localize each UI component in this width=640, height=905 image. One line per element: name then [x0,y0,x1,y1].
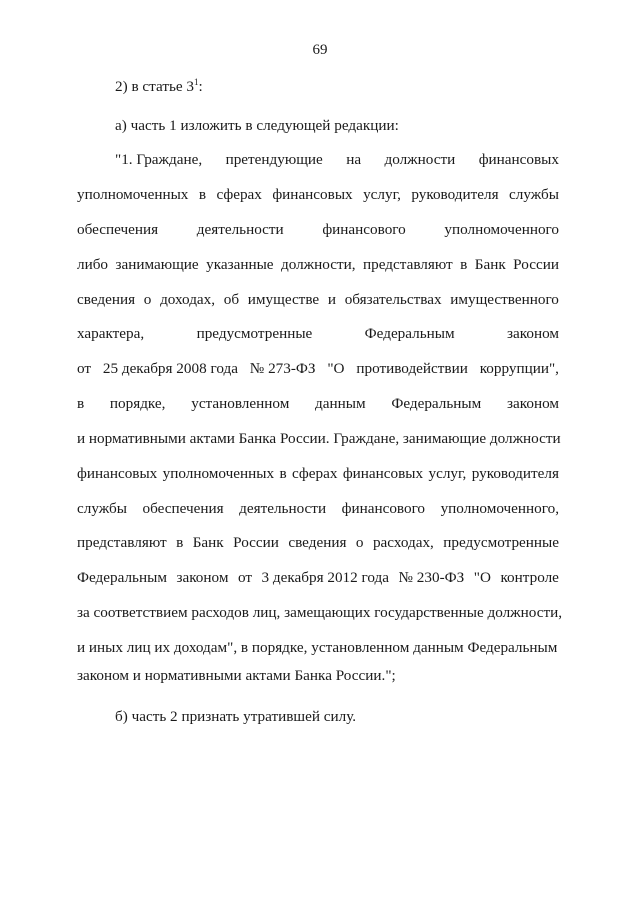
item-2-heading [115,77,203,97]
paragraph-word: № 273-ФЗ [249,360,316,377]
paragraph-line [77,429,559,449]
paragraph-word: в [176,534,184,551]
paragraph-word: "1. Граждане, [115,151,203,168]
paragraph-word: предусмотренные [196,325,313,342]
paragraph-line [77,464,559,484]
paragraph-word: сферах [292,465,338,482]
paragraph-word: службы [509,186,559,203]
paragraph-word: руководителя [471,465,559,482]
paragraph-line [77,603,563,623]
paragraph-word: уполномоченного, [440,500,559,517]
paragraph-word: услуг, [363,186,401,203]
paragraph-word: контроле [500,569,559,586]
paragraph-word: должности, [280,256,356,273]
paragraph-word: в [279,465,287,482]
paragraph-line [77,638,559,658]
paragraph-word: характера, [77,325,145,342]
paragraph-word: данным [315,395,366,412]
paragraph-word: либо [77,256,109,273]
paragraph-word: "О [327,360,345,377]
paragraph-word: представляют [363,256,453,273]
paragraph-word: в [77,395,85,412]
paragraph-word: деятельности [196,221,284,238]
paragraph-word: 3 декабря 2012 года [261,569,389,586]
paragraph-word: порядке, [109,395,166,412]
paragraph-word: должности [384,151,456,168]
paragraph-word: сведения [77,291,136,308]
paragraph-word: службы [77,500,127,517]
paragraph-line [77,533,559,553]
paragraph-word: обеспечения [77,221,159,238]
paragraph-word: уполномоченного [444,221,559,238]
item-2-suffix: : [198,78,203,95]
paragraph-word: об [223,291,240,308]
paragraph-word: от [237,569,252,586]
paragraph-word: финансовых [342,465,424,482]
paragraph-word: Федеральным [364,325,455,342]
paragraph-word: "О [473,569,491,586]
paragraph-word: имущественного [450,291,559,308]
paragraph-line [77,499,559,519]
paragraph-word: представляют [77,534,167,551]
paragraph-word: и [327,291,336,308]
paragraph-line [77,255,559,275]
paragraph-word: установленном [191,395,290,412]
paragraph-word: в [460,256,468,273]
paragraph-line [77,185,559,205]
paragraph-word: занимающие [115,256,199,273]
paragraph-word: сведения [288,534,347,551]
paragraph-word: деятельности [239,500,327,517]
paragraph-word: Федеральным [391,395,482,412]
paragraph-word: обязательствах [344,291,442,308]
paragraph-word: коррупции", [479,360,559,377]
paragraph-word: Банк [474,256,506,273]
paragraph-word: в [198,186,206,203]
page-number: 69 [312,42,328,58]
paragraph-word: законом [507,325,559,342]
paragraph-word: финансовых [77,465,158,482]
paragraph-word: о [143,291,152,308]
item-b-heading: б) часть 2 признать утратившей силу. [115,708,357,725]
paragraph-word: финансовых [272,186,353,203]
paragraph-word: доходах, [160,291,216,308]
paragraph-word: от [77,360,92,377]
paragraph-word: сферах [216,186,262,203]
paragraph-word: и нормативными актами Банка России. Граждане, занимающие должности [77,430,561,447]
paragraph-word: предусмотренные [443,534,559,551]
item-2-superscript: 1 [194,77,199,87]
paragraph-word: расходах, [372,534,434,551]
paragraph-word: услуг, [428,465,467,482]
paragraph-word: финансовых [478,151,559,168]
paragraph-word: руководителя [411,186,499,203]
item-2-prefix: 2) в статье 3 [115,78,195,95]
paragraph-word: противодействии [356,360,468,377]
paragraph-word: Банк [192,534,224,551]
paragraph-word: указанные [206,256,274,273]
paragraph-word: России [513,256,559,273]
paragraph-word: России [233,534,279,551]
paragraph-line [77,324,559,344]
paragraph-line [77,359,559,379]
paragraph-word: законом [507,395,559,412]
paragraph-line [77,568,559,588]
paragraph-word: уполномоченных [162,465,275,482]
paragraph-word: о [355,534,364,551]
paragraph-line [115,150,559,170]
paragraph-word: претендующие [225,151,323,168]
paragraph-word: имуществе [247,291,320,308]
paragraph-word: и иных лиц их доходам", в порядке, установленном данным Федеральным [77,639,558,656]
item-a-heading: а) часть 1 изложить в следующей редакции: [115,117,399,134]
paragraph-word: 25 декабря 2008 года [102,360,238,377]
paragraph-word: Федеральным [77,569,167,586]
paragraph-word: за соответствием расходов лиц, замещающих государственные должности, [77,604,563,621]
paragraph-word: финансового [341,500,426,517]
paragraph-last-line: законом и нормативными актами Банка России."; [77,667,396,684]
paragraph-word: на [346,151,362,168]
paragraph-word: № 230-ФЗ [398,569,465,586]
paragraph-word: финансового [322,221,406,238]
paragraph-line [77,394,559,414]
paragraph-line [77,290,559,310]
paragraph-line [77,220,559,240]
paragraph-word: обеспечения [142,500,224,517]
paragraph-word: законом [176,569,229,586]
paragraph-word: уполномоченных [77,186,189,203]
